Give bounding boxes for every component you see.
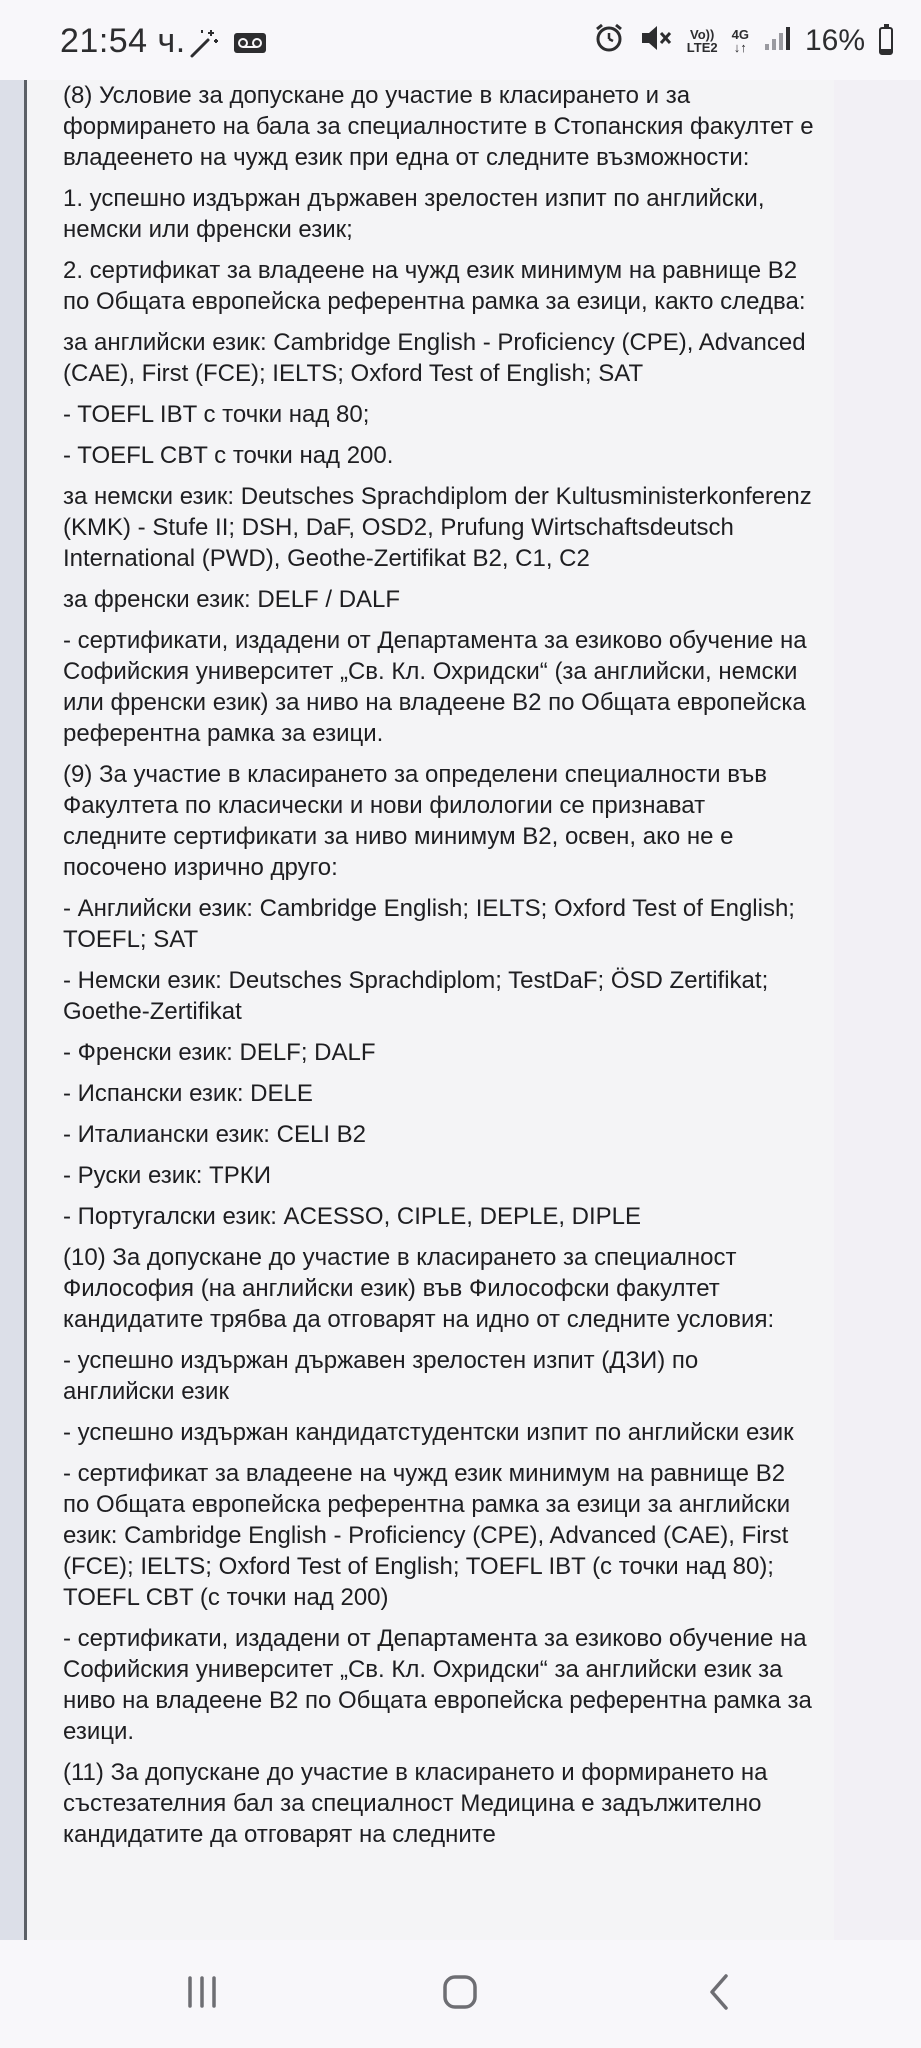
voicemail-icon xyxy=(232,28,268,63)
paragraph: - сертификати, издадени от Департамента за езиково обучение на Софийския университет „Св. Кл. Охридски“ за английски език за ниво на владеене В2 по Общата европейска референтна рамка за езици. xyxy=(63,1625,812,1745)
data-indicator xyxy=(732,28,749,54)
status-left-icons xyxy=(186,26,268,65)
mute-icon xyxy=(639,22,673,59)
recent-apps-button[interactable] xyxy=(172,1968,232,2020)
paragraph: - TOEFL CBT с точки над 200. xyxy=(63,442,394,469)
paragraph: - Немски език: Deutsches Sprachdiplom; TestDaF; ÖSD Zertifikat; Goethe-Zertifikat xyxy=(63,967,769,1025)
paragraph: за немски език: Deutsches Sprachdiplom der Kultusministerkonferenz (KMK) - Stufe II; DSH, DaF, OSD2, Prufung Wirtschaftsdeutsch International (PWD), Geothe-Zertifikat B2, C1, C2 xyxy=(63,483,812,572)
navigation-bar xyxy=(0,1940,921,2048)
battery-fill xyxy=(881,49,891,53)
paragraph: (11) За допускане до участие в класирането и формирането на състезателния бал за специалност Медицина е задължително кандидатите да отговарят на следните xyxy=(63,1759,768,1848)
paragraph: - Португалски език: ACESSO, CIPLE, DEPLE, DIPLE xyxy=(63,1203,642,1230)
paragraph: - успешно издържан държавен зрелостен изпит (ДЗИ) по английски език xyxy=(63,1347,699,1405)
alarm-icon xyxy=(593,22,625,59)
paragraph: - успешно издържан кандидатстудентски изпит по английски език xyxy=(63,1419,794,1446)
paragraph: - Испански език: DELE xyxy=(63,1080,313,1107)
back-button[interactable] xyxy=(690,1968,750,2020)
status-time: 21:54 ч. xyxy=(60,22,186,60)
paragraph: 1. успешно издържан държавен зрелостен изпит по английски, немски или френски език; xyxy=(63,185,765,243)
paragraph: (8) Условие за допускане до участие в класирането и за формирането на бала за специалностите в Стопанския факултет е владеенето на чужд език при една от следните възможности: xyxy=(63,82,814,171)
paragraph: - сертификати, издадени от Департамента за езиково обучение на Софийския университет „Св. Кл. Охридски“ (за английски, немски или френски език) за ниво на владеене В2 по Общата европейска референтна рамка за езици. xyxy=(63,627,807,747)
paragraph: за английски език: Cambridge English - Proficiency (CPE), Advanced (CAE), First (FCE); IELTS; Oxford Test of English; SAT xyxy=(63,329,806,387)
paragraph: (9) За участие в класирането за определени специалности във Факултета по класически и нови филологии се признават следните сертификати за ниво минимум B2, освен, ако не е посочено изрично друго: xyxy=(63,761,767,881)
battery-icon xyxy=(879,27,893,55)
paragraph: 2. сертификат за владеене на чужд език минимум на равнище В2 по Общата европейска референтна рамка за езици, както следва: xyxy=(63,257,806,315)
back-icon xyxy=(704,1972,736,2017)
status-right-icons xyxy=(593,22,893,59)
lte-label: LTE2 xyxy=(686,39,718,55)
paragraph: - TOEFL IBT с точки над 80; xyxy=(63,401,370,428)
paragraph: - сертификат за владеене на чужд език минимум на равнище В2 по Общата европейска референтна рамка за езици за английски език: Cambridge English - Proficiency (CPE), Advanced (CAE), First (FCE); IELTS; Oxford Test of English; TOEFL IBT (с точки над 80); TOEFL CBT (с точки над 200) xyxy=(63,1460,791,1611)
home-icon xyxy=(440,1972,480,2017)
paragraph: - Руски език: ТРКИ xyxy=(63,1162,271,1189)
article-content[interactable] xyxy=(24,80,834,1940)
paragraph: - Английски език: Cambridge English; IELTS; Oxford Test of English; TOEFL; SAT xyxy=(63,895,795,953)
paragraph: - Италиански език: CELI B2 xyxy=(63,1121,367,1148)
status-bar xyxy=(0,0,921,80)
article-text xyxy=(27,80,834,1850)
data-arrows: ↓↑ xyxy=(733,39,747,55)
magic-wand-icon xyxy=(186,26,220,65)
home-button[interactable] xyxy=(430,1968,490,2020)
battery-percent: 16% xyxy=(804,23,865,57)
recent-apps-icon xyxy=(182,1974,222,2015)
paragraph: за френски език: DELF / DALF xyxy=(63,586,401,613)
left-gutter xyxy=(0,80,24,1940)
volte-label: Vo)) xyxy=(690,26,715,42)
paragraph: (10) За допускане до участие в класирането за специалност Философия (на английски език) във Философски факултет кандидатите трябва да отговарят на идно от следните условия: xyxy=(63,1244,775,1333)
signal-icon xyxy=(763,24,791,57)
data-type-label: 4G xyxy=(731,26,749,42)
volte-indicator xyxy=(687,28,718,54)
paragraph: - Френски език: DELF; DALF xyxy=(63,1039,376,1066)
